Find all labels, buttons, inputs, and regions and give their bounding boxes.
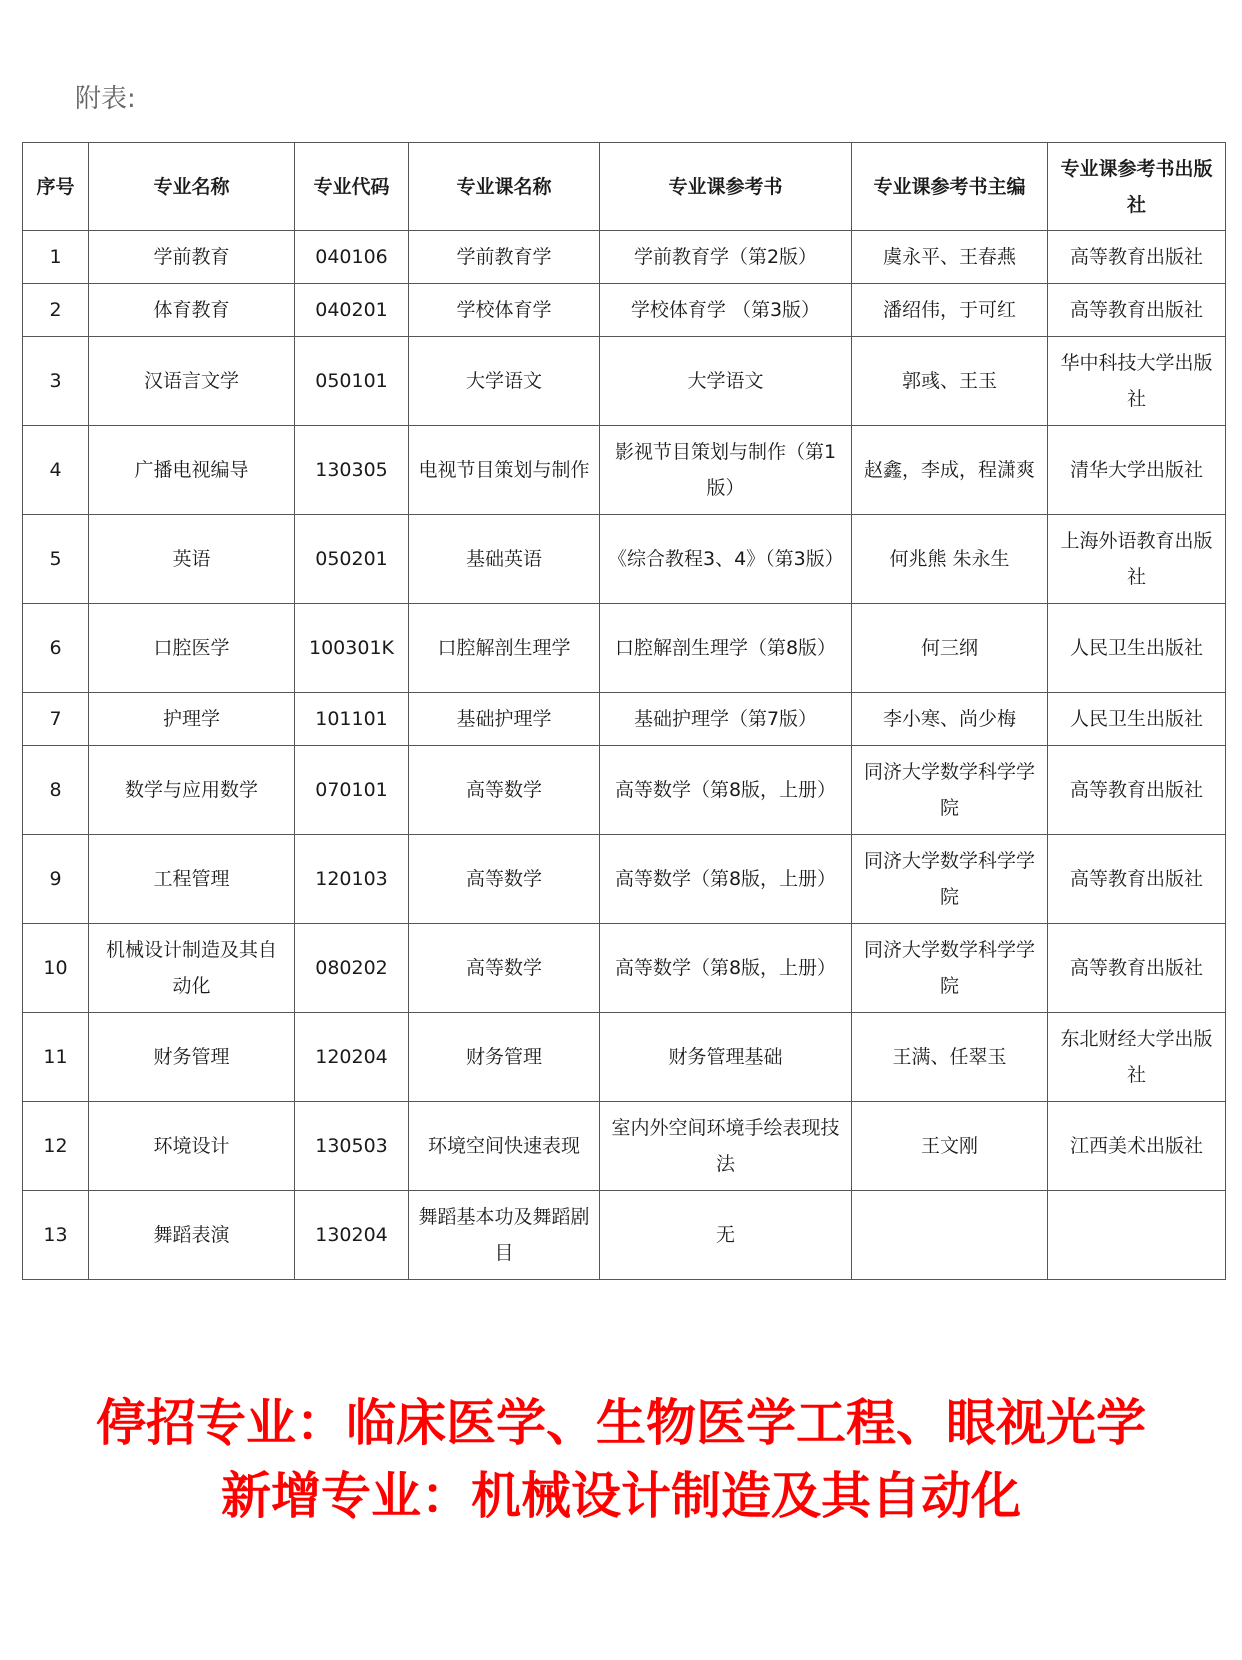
cell-book-publisher: 高等教育出版社 <box>1048 231 1226 284</box>
cell-index: 6 <box>23 604 89 693</box>
cell-index: 9 <box>23 835 89 924</box>
cell-index: 10 <box>23 924 89 1013</box>
cell-index: 7 <box>23 693 89 746</box>
cell-book-publisher: 华中科技大学出版社 <box>1048 337 1226 426</box>
cell-major-code: 070101 <box>295 746 409 835</box>
cell-index: 3 <box>23 337 89 426</box>
cell-major-name: 口腔医学 <box>89 604 295 693</box>
table-row <box>23 924 1226 1013</box>
cell-book-publisher: 上海外语教育出版社 <box>1048 515 1226 604</box>
cell-index: 2 <box>23 284 89 337</box>
header-book-publisher: 专业课参考书出版社 <box>1048 143 1226 231</box>
cell-course-name: 学校体育学 <box>409 284 600 337</box>
cell-book-publisher: 人民卫生出版社 <box>1048 604 1226 693</box>
cell-major-name: 工程管理 <box>89 835 295 924</box>
cell-book-publisher: 高等教育出版社 <box>1048 835 1226 924</box>
cell-major-name: 数学与应用数学 <box>89 746 295 835</box>
cell-index: 4 <box>23 426 89 515</box>
cell-major-code: 040106 <box>295 231 409 284</box>
header-index: 序号 <box>23 143 89 231</box>
cell-book-publisher: 江西美术出版社 <box>1048 1102 1226 1191</box>
cell-major-name: 财务管理 <box>89 1013 295 1102</box>
cell-major-name: 机械设计制造及其自动化 <box>89 924 295 1013</box>
cell-major-name: 汉语言文学 <box>89 337 295 426</box>
cell-reference-book: 《综合教程3、4》（第3版） <box>600 515 852 604</box>
cell-book-editor: 同济大学数学科学学院 <box>852 924 1048 1013</box>
cell-major-name: 舞蹈表演 <box>89 1191 295 1280</box>
cell-reference-book: 大学语文 <box>600 337 852 426</box>
cell-index: 8 <box>23 746 89 835</box>
table-row <box>23 1013 1226 1102</box>
header-major-code: 专业代码 <box>295 143 409 231</box>
cell-book-editor: 何兆熊 朱永生 <box>852 515 1048 604</box>
cell-book-editor: 虞永平、王春燕 <box>852 231 1048 284</box>
cell-book-publisher: 人民卫生出版社 <box>1048 693 1226 746</box>
cell-reference-book: 影视节目策划与制作（第1版） <box>600 426 852 515</box>
header-reference-book: 专业课参考书 <box>600 143 852 231</box>
table-row <box>23 835 1226 924</box>
cell-major-name: 体育教育 <box>89 284 295 337</box>
cell-index: 12 <box>23 1102 89 1191</box>
cell-major-code: 080202 <box>295 924 409 1013</box>
table-row <box>23 284 1226 337</box>
cell-reference-book: 高等数学（第8版，上册） <box>600 746 852 835</box>
cell-reference-book: 高等数学（第8版，上册） <box>600 835 852 924</box>
table-header-row <box>23 143 1226 231</box>
cell-course-name: 基础护理学 <box>409 693 600 746</box>
cell-major-name: 广播电视编导 <box>89 426 295 515</box>
cell-index: 1 <box>23 231 89 284</box>
header-course-name: 专业课名称 <box>409 143 600 231</box>
cell-major-code: 120204 <box>295 1013 409 1102</box>
cell-reference-book: 学校体育学 （第3版） <box>600 284 852 337</box>
cell-course-name: 电视节目策划与制作 <box>409 426 600 515</box>
cell-reference-book: 高等数学（第8版，上册） <box>600 924 852 1013</box>
table-row <box>23 426 1226 515</box>
table-row <box>23 337 1226 426</box>
cell-reference-book: 口腔解剖生理学（第8版） <box>600 604 852 693</box>
cell-book-publisher <box>1048 1191 1226 1280</box>
cell-reference-book: 基础护理学（第7版） <box>600 693 852 746</box>
cell-major-name: 环境设计 <box>89 1102 295 1191</box>
cell-book-editor: 同济大学数学科学学院 <box>852 746 1048 835</box>
cell-major-code: 050201 <box>295 515 409 604</box>
table-row <box>23 604 1226 693</box>
cell-book-publisher: 清华大学出版社 <box>1048 426 1226 515</box>
cell-course-name: 口腔解剖生理学 <box>409 604 600 693</box>
cell-book-publisher: 高等教育出版社 <box>1048 924 1226 1013</box>
cell-course-name: 高等数学 <box>409 924 600 1013</box>
cell-course-name: 舞蹈基本功及舞蹈剧目 <box>409 1191 600 1280</box>
cell-major-name: 英语 <box>89 515 295 604</box>
header-book-editor: 专业课参考书主编 <box>852 143 1048 231</box>
stopped-majors-notice: 停招专业：临床医学、生物医学工程、眼视光学 <box>96 1394 1146 1452</box>
new-majors-notice: 新增专业：机械设计制造及其自动化 <box>221 1467 1021 1525</box>
table-caption: 附表: <box>75 84 136 114</box>
cell-course-name: 高等数学 <box>409 746 600 835</box>
cell-index: 11 <box>23 1013 89 1102</box>
cell-course-name: 环境空间快速表现 <box>409 1102 600 1191</box>
cell-index: 5 <box>23 515 89 604</box>
table-row <box>23 693 1226 746</box>
cell-course-name: 基础英语 <box>409 515 600 604</box>
cell-book-publisher: 高等教育出版社 <box>1048 746 1226 835</box>
cell-book-editor: 王满、任翠玉 <box>852 1013 1048 1102</box>
cell-book-editor: 王文刚 <box>852 1102 1048 1191</box>
cell-course-name: 学前教育学 <box>409 231 600 284</box>
cell-reference-book: 财务管理基础 <box>600 1013 852 1102</box>
cell-reference-book: 无 <box>600 1191 852 1280</box>
cell-reference-book: 学前教育学（第2版） <box>600 231 852 284</box>
cell-major-name: 护理学 <box>89 693 295 746</box>
cell-major-code: 040201 <box>295 284 409 337</box>
cell-book-publisher: 高等教育出版社 <box>1048 284 1226 337</box>
cell-book-editor: 赵鑫，李成，程潇爽 <box>852 426 1048 515</box>
cell-course-name: 大学语文 <box>409 337 600 426</box>
cell-index: 13 <box>23 1191 89 1280</box>
cell-reference-book: 室内外空间环境手绘表现技法 <box>600 1102 852 1191</box>
table-row <box>23 1102 1226 1191</box>
cell-book-editor <box>852 1191 1048 1280</box>
majors-table <box>22 142 1226 1280</box>
cell-book-editor: 何三纲 <box>852 604 1048 693</box>
cell-book-editor: 郭彧、王玉 <box>852 337 1048 426</box>
table-row <box>23 746 1226 835</box>
header-major-name: 专业名称 <box>89 143 295 231</box>
cell-major-code: 050101 <box>295 337 409 426</box>
table-row <box>23 231 1226 284</box>
cell-course-name: 高等数学 <box>409 835 600 924</box>
cell-major-code: 130305 <box>295 426 409 515</box>
cell-book-editor: 同济大学数学科学学院 <box>852 835 1048 924</box>
cell-major-code: 120103 <box>295 835 409 924</box>
cell-major-code: 130204 <box>295 1191 409 1280</box>
cell-major-code: 100301K <box>295 604 409 693</box>
cell-book-publisher: 东北财经大学出版社 <box>1048 1013 1226 1102</box>
cell-course-name: 财务管理 <box>409 1013 600 1102</box>
cell-major-code: 101101 <box>295 693 409 746</box>
cell-major-code: 130503 <box>295 1102 409 1191</box>
table-row <box>23 1191 1226 1280</box>
table-row <box>23 515 1226 604</box>
cell-major-name: 学前教育 <box>89 231 295 284</box>
cell-book-editor: 潘绍伟，于可红 <box>852 284 1048 337</box>
cell-book-editor: 李小寒、尚少梅 <box>852 693 1048 746</box>
